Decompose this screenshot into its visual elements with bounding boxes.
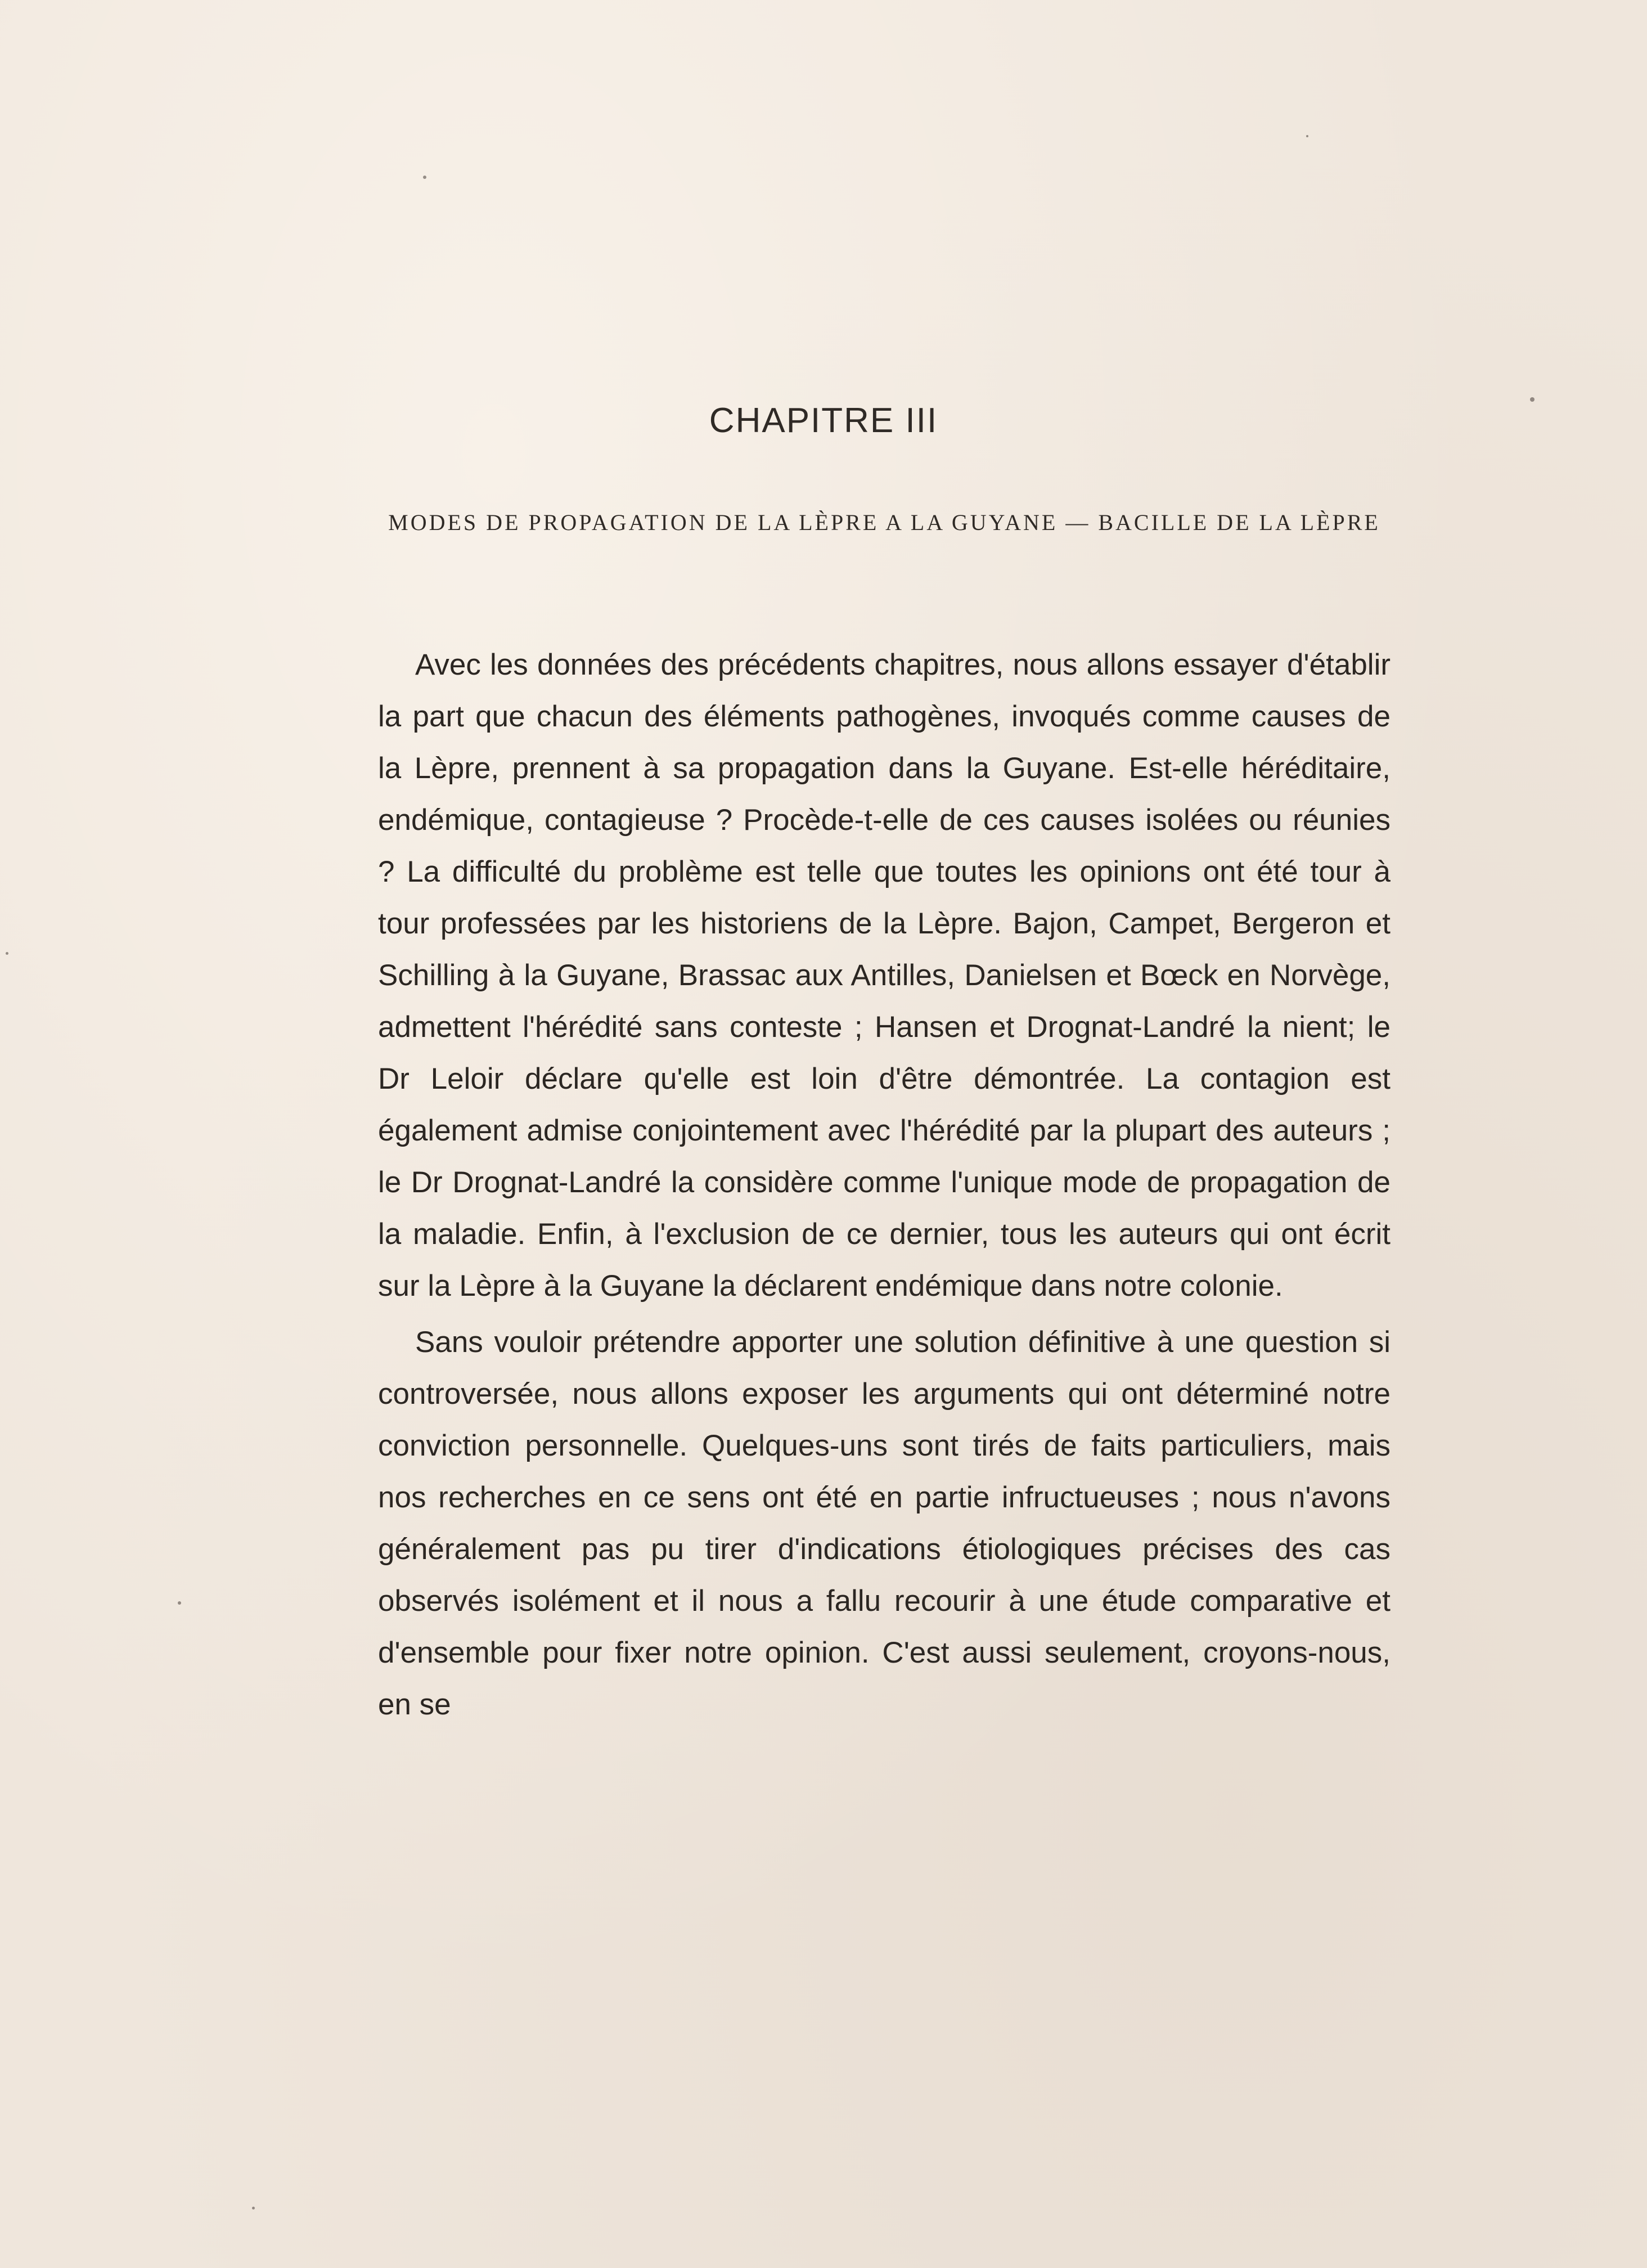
paper-speck xyxy=(6,952,8,955)
paper-speck xyxy=(1306,135,1308,137)
paragraph-2: Sans vouloir prétendre apporter une solution définitive à une question si controversée, nous allons exposer les arguments qui ont déterminé notre conviction personnelle. Quelques-uns sont tirés de faits particuliers, mais nos recherches en ce sens ont été en partie infructueuses ; nous n'avons généralement pas pu tirer d'indications étiologiques précises des cas observés isolément et il nous a fallu recourir à une étude comparative et d'ensemble pour fixer notre opinion. C'est aussi seulement, croyons-nous, en se xyxy=(378,1326,1390,1721)
paper-speck xyxy=(252,2207,255,2209)
body-text xyxy=(378,639,1390,1735)
paper-speck xyxy=(1530,397,1534,402)
chapter-title: CHAPITRE III xyxy=(709,401,938,440)
paragraph-1: Avec les données des précédents chapitres, nous allons essayer d'établir la part que chacun des éléments pathogènes, invoqués comme causes de la Lèpre, prennent à sa propagation dans la Guyane. Est-elle héréditaire, endémique, contagieuse ? Procède-t-elle de ces causes isolées ou réunies ? La difficulté du problème est telle que toutes les opinions ont été tour à tour professées par les historiens de la Lèpre. Bajon, Campet, Bergeron et Schilling à la Guyane, Brassac aux Antilles, Danielsen et Bœck en Norvège, admettent l'hérédité sans conteste ; Hansen et Drognat-Landré la nient; le Dr Leloir déclare qu'elle est loin d'être démontrée. La contagion est également admise conjointement avec l'hérédité par la plupart des auteurs ; le Dr Drognat-Landré la considère comme l'unique mode de propagation de la maladie. Enfin, à l'exclusion de ce dernier, tous les auteurs qui ont écrit sur la Lèpre à la Guyane la déclarent endémique dans notre colonie. xyxy=(378,648,1390,1303)
chapter-subtitle: MODES DE PROPAGATION DE LA LÈPRE A LA GUYANE — BACILLE DE LA LÈPRE xyxy=(388,510,1380,535)
paper-speck xyxy=(178,1601,181,1605)
paper-speck xyxy=(423,176,426,179)
